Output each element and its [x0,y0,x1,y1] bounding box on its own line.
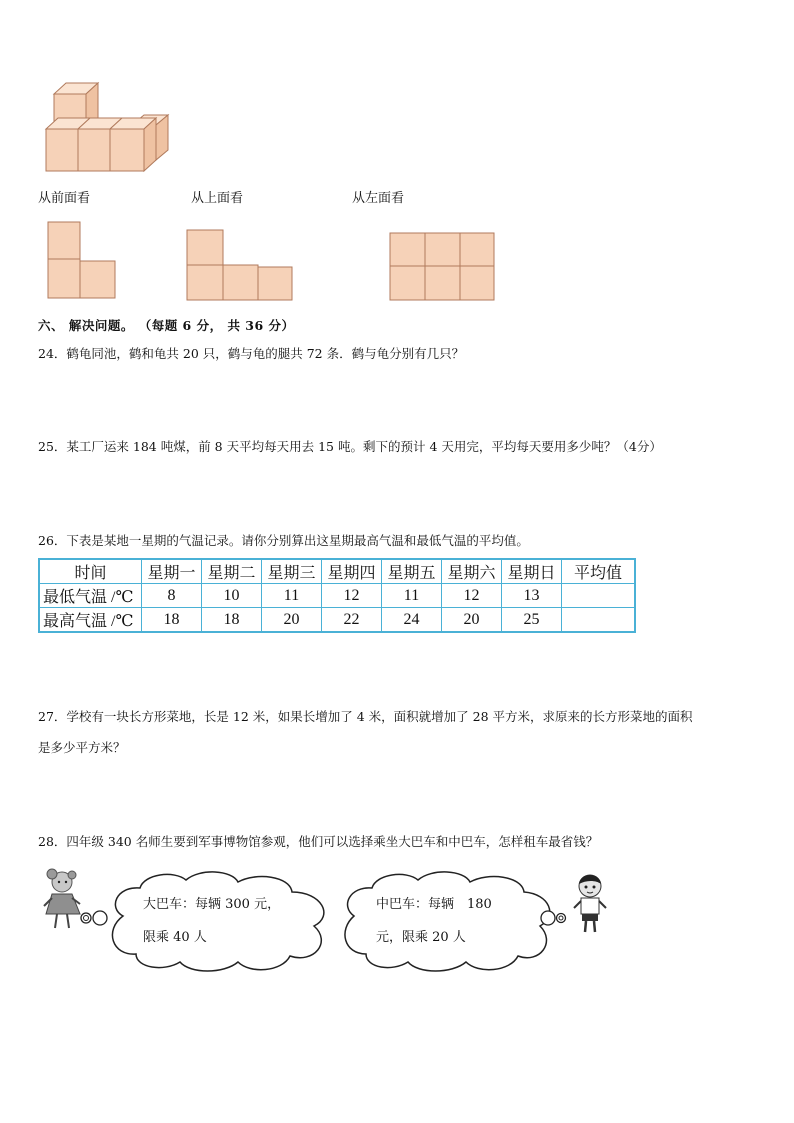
table-header-row [39,559,635,584]
big-bus-info-line-1: 大巴车：每辆 300 元， [143,897,281,912]
table-header-cell: 星期四 [322,559,382,584]
mid-bus-cloud-bubble [336,868,568,976]
question-24: 24．鹤龟同池，鹤和龟共 20 只，鹤与龟的腿共 72 条．鹤与龟分别有几只？ [38,346,465,361]
table-cell: 12 [322,584,382,608]
table-cell: 13 [502,584,562,608]
table-cell: 8 [142,584,202,608]
table-cell: 最高气温 /℃ [39,608,142,633]
table-cell: 20 [262,608,322,633]
table-cell: 11 [262,584,322,608]
cube-bottom-row [46,118,156,171]
temperature-table [38,558,636,633]
table-cell: 24 [382,608,442,633]
table-header-cell: 平均值 [562,559,636,584]
big-bus-cloud-bubble [78,868,340,976]
table-cell: 22 [322,608,382,633]
table-cell-average-blank [562,608,636,633]
question-26: 26．下表是某地一星期的气温记录。请你分别算出这星期最高气温和最低气温的平均值。 [38,533,529,548]
view-label-front: 从前面看 [38,191,91,206]
table-header-cell: 星期五 [382,559,442,584]
question-28: 28．四年级 340 名师生要到军事博物馆参观，他们可以选择乘坐大巴车和中巴车，怎样租车最省钱？ [38,834,599,849]
big-bus-info-line-2: 限乘 40 人 [143,930,207,945]
mid-bus-info-line-1: 中巴车：每辆 180 [376,897,492,912]
question-27-line-1: 27．学校有一块长方形菜地，长是 12 米，如果长增加了 4 米，面积就增加了 28 平方米，求原来的长方形菜地的面积 [38,709,693,724]
table-row [39,608,635,633]
table-cell: 12 [442,584,502,608]
cube-arrangement-figure [40,78,175,173]
question-27-line-2: 是多少平方米？ [38,740,126,755]
table-header-cell: 星期六 [442,559,502,584]
table-cell: 10 [202,584,262,608]
table-cell-average-blank [562,584,636,608]
table-header-cell: 时间 [39,559,142,584]
mid-bus-info-line-2: 元，限乘 20 人 [376,930,466,945]
table-header-cell: 星期三 [262,559,322,584]
section-heading: 六、 解决问题。 （每题 6 分， 共 36 分） [38,318,295,333]
table-row [39,584,635,608]
view-label-left: 从左面看 [352,191,405,206]
table-header-cell: 星期日 [502,559,562,584]
top-view-figure [186,229,294,302]
question-25: 25．某工厂运来 184 吨煤，前 8 天平均每天用去 15 吨。剩下的预计 4 天用完，平均每天要用多少吨？（4分） [38,439,662,454]
table-cell: 25 [502,608,562,633]
table-cell: 20 [442,608,502,633]
table-cell: 18 [202,608,262,633]
table-cell: 18 [142,608,202,633]
view-label-top: 从上面看 [191,191,244,206]
table-cell: 11 [382,584,442,608]
left-view-figure [389,232,497,302]
table-header-cell: 星期一 [142,559,202,584]
front-view-figure [47,221,117,301]
boy-figure-icon [568,872,614,934]
table-cell: 最低气温 /℃ [39,584,142,608]
table-header-cell: 星期二 [202,559,262,584]
